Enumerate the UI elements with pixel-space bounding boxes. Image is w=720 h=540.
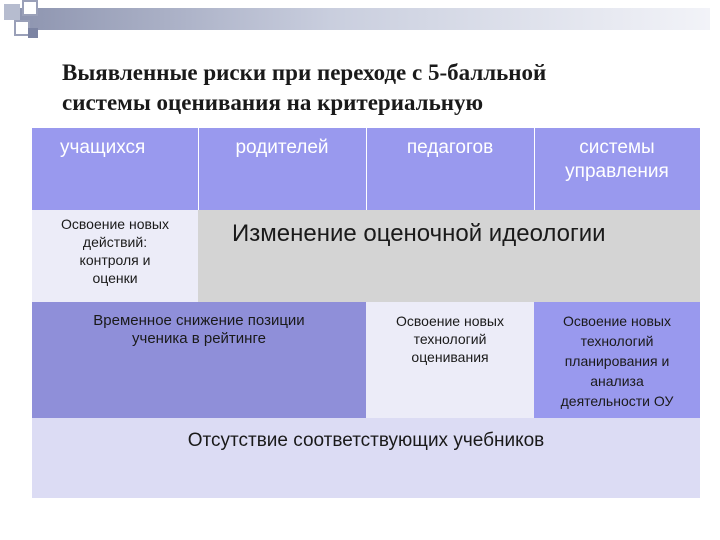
header-students: учащихся: [32, 128, 198, 210]
students-risk-cell: [32, 210, 198, 302]
slide-title-line-1: Выявленные риски при переходе с 5-балльной: [62, 60, 547, 85]
rating-decline-line: Временное снижение позиции: [93, 312, 305, 329]
students-risk-line: оценки: [92, 270, 138, 286]
decorative-square-outline-icon: [22, 0, 38, 16]
rating-decline-line: ученика в рейтинге: [132, 330, 266, 347]
header-management-line-1: системы: [579, 137, 655, 158]
students-risk-line: Освоение новых: [61, 216, 169, 232]
slide-title: [62, 58, 702, 118]
decorative-square-icon: [4, 4, 20, 20]
column-divider: [534, 128, 535, 210]
header-parents: родителей: [198, 128, 366, 210]
header-decoration-bar: [20, 8, 710, 30]
decorative-square-small-icon: [28, 28, 38, 38]
students-risk-line: действий:: [82, 234, 148, 250]
textbooks-missing-cell: Отсутствие соответствующих учебников: [32, 418, 700, 498]
teachers-risk-line: Освоение новых: [396, 313, 504, 329]
management-risk-line: Освоение новых: [563, 313, 671, 329]
management-risk-line: деятельности ОУ: [560, 393, 674, 409]
header-management: [534, 128, 700, 210]
header-management-line-2: управления: [565, 161, 669, 182]
column-divider: [198, 128, 199, 210]
management-risk-cell: [534, 302, 700, 418]
rating-decline-cell: [32, 302, 366, 418]
students-risk-line: контроля и: [79, 252, 151, 268]
teachers-risk-cell: [366, 302, 534, 418]
management-risk-line: анализа: [590, 373, 644, 389]
ideology-change-cell: Изменение оценочной идеологии: [198, 210, 700, 302]
teachers-risk-line: оценивания: [411, 349, 489, 365]
slide-title-line-2: системы оценивания на критериальную: [62, 90, 484, 115]
management-risk-line: планирования и: [564, 353, 670, 369]
column-divider: [366, 128, 367, 210]
header-teachers: педагогов: [366, 128, 534, 210]
teachers-risk-line: технологий: [413, 331, 487, 347]
management-risk-line: технологий: [580, 333, 654, 349]
